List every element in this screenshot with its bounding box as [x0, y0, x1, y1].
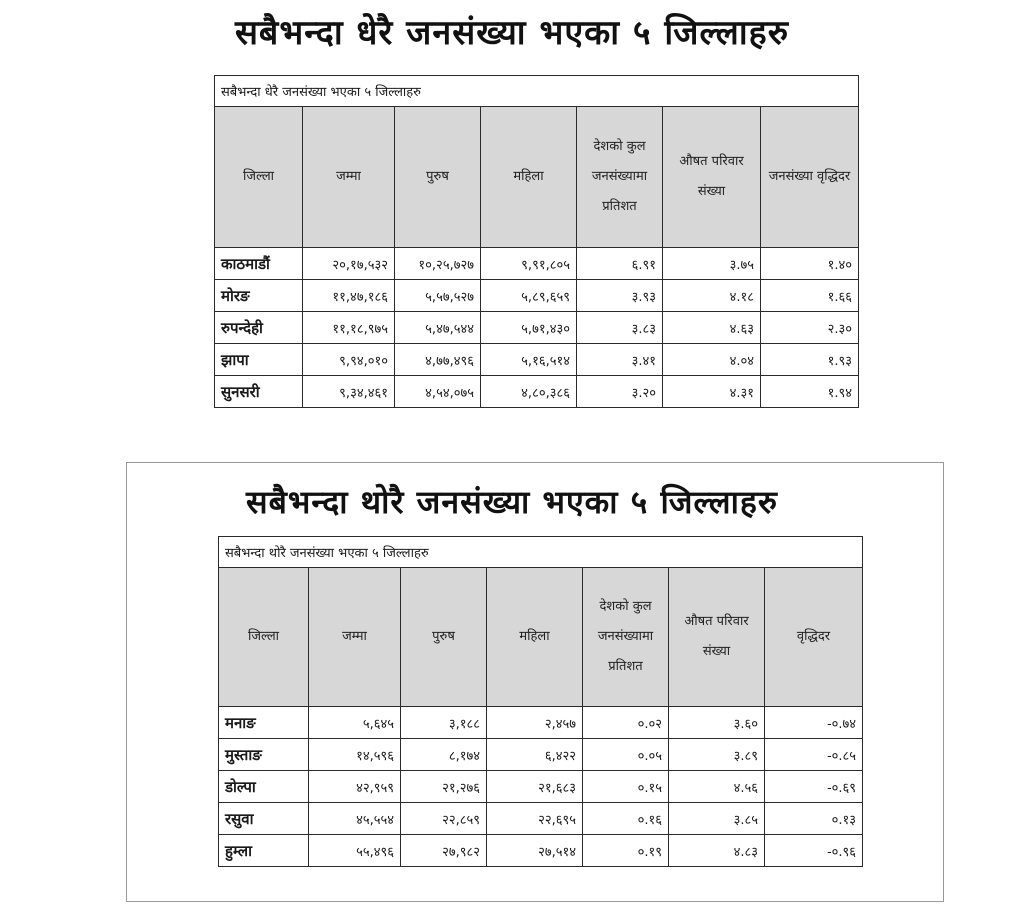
table-header-row	[219, 568, 863, 707]
table-row	[219, 835, 863, 867]
percent-cell: ०.०२	[583, 707, 669, 739]
household-cell: ३.६०	[669, 707, 765, 739]
district-name: मुस्ताङ	[219, 739, 309, 771]
percent-cell: ३.४१	[577, 344, 663, 376]
growth-cell: -०.६९	[765, 771, 863, 803]
table-header-row	[215, 107, 859, 248]
table-caption-row	[219, 537, 863, 568]
household-cell: ४.८३	[669, 835, 765, 867]
total-cell: ४२,९५९	[309, 771, 401, 803]
percent-cell: ३.८३	[577, 312, 663, 344]
district-name: झापा	[215, 344, 303, 376]
male-cell: ४,५४,०७५	[395, 376, 481, 408]
table-caption: सबैभन्दा थोरै जनसंख्या भएका ५ जिल्लाहरु	[219, 537, 863, 568]
male-cell: १०,२५,७२७	[395, 248, 481, 280]
household-cell: ४.६३	[663, 312, 761, 344]
household-cell: ३.७५	[663, 248, 761, 280]
female-cell: ५,१६,५१४	[481, 344, 577, 376]
growth-cell: १.६६	[761, 280, 859, 312]
female-cell: २२,६९५	[487, 803, 583, 835]
column-header-percent-of-country: देशको कुल जनसंख्यामा प्रतिशत	[583, 568, 669, 707]
table-row	[219, 803, 863, 835]
female-cell: ५,८९,६५९	[481, 280, 577, 312]
growth-cell: -०.८५	[765, 739, 863, 771]
female-cell: २७,५१४	[487, 835, 583, 867]
table-row	[215, 376, 859, 408]
male-cell: ८,१७४	[401, 739, 487, 771]
district-name: हुम्ला	[219, 835, 309, 867]
total-cell: ४५,५५४	[309, 803, 401, 835]
column-header-district: जिल्ला	[219, 568, 309, 707]
total-cell: १४,५९६	[309, 739, 401, 771]
column-header-male: पुरुष	[401, 568, 487, 707]
household-cell: ३.८९	[669, 739, 765, 771]
male-cell: ३,१८८	[401, 707, 487, 739]
column-header-growth-rate: जनसंख्या वृद्धिदर	[761, 107, 859, 248]
table-row	[219, 707, 863, 739]
female-cell: ५,७१,४३०	[481, 312, 577, 344]
female-cell: ६,४२२	[487, 739, 583, 771]
total-cell: ९,३४,४६१	[303, 376, 395, 408]
least-populated-title: सबैभन्दा थोरै जनसंख्या भएका ५ जिल्लाहरु	[245, 483, 779, 521]
growth-cell: २.३०	[761, 312, 859, 344]
female-cell: २,४५७	[487, 707, 583, 739]
percent-cell: ६.९१	[577, 248, 663, 280]
female-cell: ४,८०,३८६	[481, 376, 577, 408]
column-header-average-household: औषत परिवार संख्या	[669, 568, 765, 707]
total-cell: ९,९४,०१०	[303, 344, 395, 376]
district-name: मोरङ	[215, 280, 303, 312]
percent-cell: ३.२०	[577, 376, 663, 408]
female-cell: ९,९१,८०५	[481, 248, 577, 280]
female-cell: २१,६८३	[487, 771, 583, 803]
column-header-female: महिला	[487, 568, 583, 707]
column-header-female: महिला	[481, 107, 577, 248]
total-cell: ५,६४५	[309, 707, 401, 739]
column-header-district: जिल्ला	[215, 107, 303, 248]
table-caption: सबैभन्दा धेरै जनसंख्या भएका ५ जिल्लाहरु	[215, 76, 859, 107]
percent-cell: ३.९३	[577, 280, 663, 312]
district-name: मनाङ	[219, 707, 309, 739]
male-cell: २७,९८२	[401, 835, 487, 867]
growth-cell: ०.१३	[765, 803, 863, 835]
table-row	[215, 312, 859, 344]
household-cell: ४.१८	[663, 280, 761, 312]
household-cell: ३.८५	[669, 803, 765, 835]
growth-cell: -०.९६	[765, 835, 863, 867]
total-cell: २०,१७,५३२	[303, 248, 395, 280]
male-cell: ५,५७,५२७	[395, 280, 481, 312]
percent-cell: ०.१५	[583, 771, 669, 803]
household-cell: ४.५६	[669, 771, 765, 803]
district-name: रसुवा	[219, 803, 309, 835]
table-row	[215, 248, 859, 280]
column-header-growth-rate: वृद्धिदर	[765, 568, 863, 707]
column-header-average-household: औषत परिवार संख्या	[663, 107, 761, 248]
table-row	[219, 771, 863, 803]
percent-cell: ०.०५	[583, 739, 669, 771]
table-row	[215, 280, 859, 312]
percent-cell: ०.१९	[583, 835, 669, 867]
growth-cell: १.९३	[761, 344, 859, 376]
district-name: रुपन्देही	[215, 312, 303, 344]
most-populated-title: सबैभन्दा धेरै जनसंख्या भएका ५ जिल्लाहरु	[234, 13, 790, 53]
growth-cell: १.४०	[761, 248, 859, 280]
percent-cell: ०.१६	[583, 803, 669, 835]
table-row	[215, 344, 859, 376]
district-name: काठमाडौं	[215, 248, 303, 280]
male-cell: ५,४७,५४४	[395, 312, 481, 344]
column-header-percent-of-country: देशको कुल जनसंख्यामा प्रतिशत	[577, 107, 663, 248]
male-cell: २१,२७६	[401, 771, 487, 803]
table-row	[219, 739, 863, 771]
district-name: सुनसरी	[215, 376, 303, 408]
male-cell: २२,८५९	[401, 803, 487, 835]
male-cell: ४,७७,४९६	[395, 344, 481, 376]
column-header-total: जम्मा	[303, 107, 395, 248]
least-populated-table	[218, 536, 863, 867]
table-caption-row	[215, 76, 859, 107]
most-populated-table	[214, 75, 859, 408]
growth-cell: -०.७४	[765, 707, 863, 739]
total-cell: ११,१८,९७५	[303, 312, 395, 344]
growth-cell: १.९४	[761, 376, 859, 408]
total-cell: ५५,४९६	[309, 835, 401, 867]
total-cell: ११,४७,१८६	[303, 280, 395, 312]
household-cell: ४.३१	[663, 376, 761, 408]
household-cell: ४.०४	[663, 344, 761, 376]
district-name: डोल्पा	[219, 771, 309, 803]
column-header-male: पुरुष	[395, 107, 481, 248]
column-header-total: जम्मा	[309, 568, 401, 707]
